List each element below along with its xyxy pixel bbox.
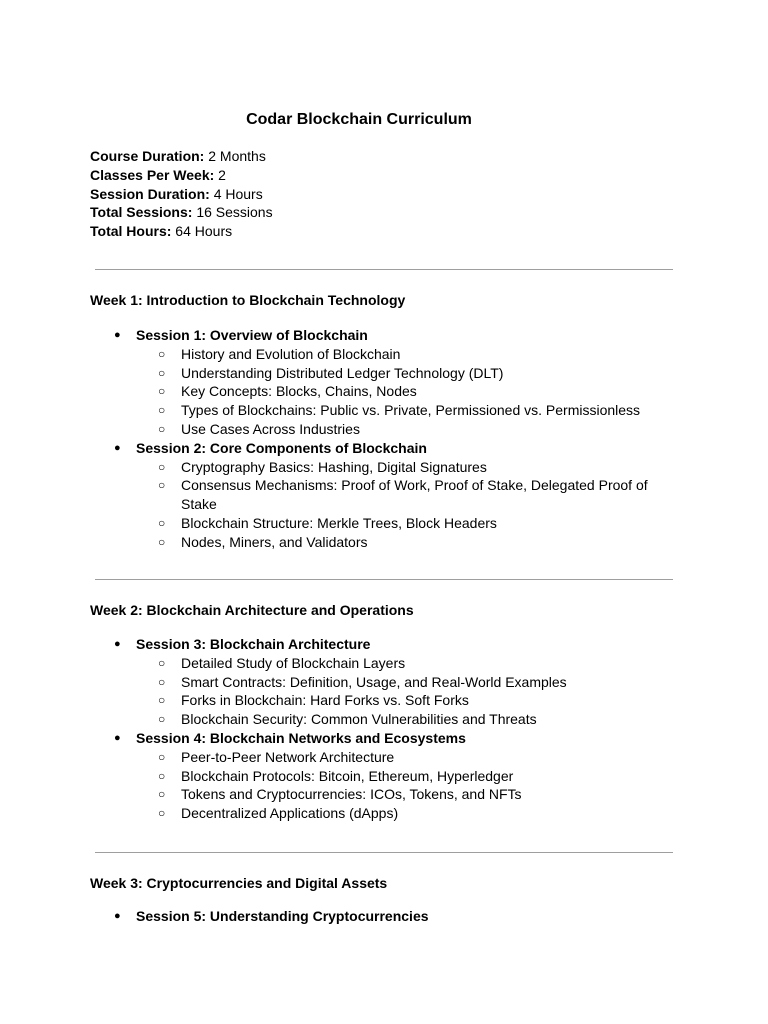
circle-bullet-icon: ○ [158,515,166,530]
circle-bullet-icon: ○ [158,459,166,474]
session-5-title [90,907,670,926]
list-item [90,654,670,673]
meta-label: Classes Per Week: [90,166,215,183]
circle-bullet-icon: ○ [158,403,166,418]
session-3-title [90,635,670,654]
topic-text: Forks in Blockchain: Hard Forks vs. Soft Forks [181,692,469,709]
circle-bullet-icon: ○ [158,384,166,399]
week-3-sessions [90,907,670,926]
circle-bullet-icon: ○ [158,693,166,708]
meta-row-hours [90,222,273,241]
bullet-icon: ● [114,441,121,454]
bullet-icon: ● [114,910,121,922]
meta-label: Session Duration: [90,185,210,202]
list-item [90,767,670,786]
topic-text: Blockchain Structure: Merkle Trees, Block Headers [181,514,497,531]
topic-text: Understanding Distributed Ledger Technology (DLT) [181,364,504,381]
topic-text: Cryptography Basics: Hashing, Digital Signatures [181,458,487,475]
session-2-title [90,439,670,458]
circle-bullet-icon: ○ [158,478,166,493]
meta-value: 2 Months [208,148,266,164]
list-item [90,710,670,729]
list-item [90,533,670,552]
week-2-sessions [90,635,670,823]
circle-bullet-icon: ○ [158,749,166,764]
circle-bullet-icon: ○ [158,365,166,380]
document-title [0,110,718,130]
list-item [90,785,670,804]
course-meta [90,147,273,241]
list-item [90,420,670,439]
circle-bullet-icon: ○ [158,346,166,361]
meta-label: Total Hours: [90,223,172,240]
week-1-sessions [90,326,670,552]
topic-text: Consensus Mechanisms: Proof of Work, Proof of Stake, Delegated Proof of Stake [181,477,648,513]
meta-value: 64 Hours [175,223,233,240]
list-item [90,748,670,767]
list-item [90,364,670,383]
session-title-text: Session 5: Understanding Cryptocurrencies [136,908,429,924]
divider-rule [95,579,673,580]
list-item [90,514,670,533]
circle-bullet-icon: ○ [158,787,166,802]
week-1-heading: Week 1: Introduction to Blockchain Technology [90,292,406,308]
topic-text: History and Evolution of Blockchain [181,345,401,362]
session-4-title [90,729,670,748]
session-title-text: Session 1: Overview of Blockchain [136,327,368,343]
divider-rule [95,269,673,270]
topic-text: Smart Contracts: Definition, Usage, and Real-World Examples [181,673,567,690]
topic-text: Tokens and Cryptocurrencies: ICOs, Tokens, and NFTs [181,786,522,803]
list-item [90,401,670,420]
meta-value: 2 [218,166,226,183]
bullet-icon: ● [114,329,121,341]
circle-bullet-icon: ○ [158,674,166,689]
session-title-text: Session 2: Core Components of Blockchain [136,439,427,456]
list-item [90,691,670,710]
meta-label: Total Sessions: [90,204,193,221]
meta-value: 16 Sessions [196,204,273,221]
document-title-text: Codar Blockchain Curriculum [246,111,472,128]
topic-text: Key Concepts: Blocks, Chains, Nodes [181,383,417,400]
topic-text: Decentralized Applications (dApps) [181,805,399,822]
bullet-icon: ● [114,731,121,744]
meta-row-sessions [90,203,273,222]
list-item [90,345,670,364]
list-item [90,804,670,823]
topic-text: Use Cases Across Industries [181,420,360,437]
topic-text: Blockchain Protocols: Bitcoin, Ethereum, Hyperledger [181,767,514,784]
meta-row-session-duration [90,185,273,204]
meta-row-classes [90,166,273,185]
list-item [90,476,670,514]
divider-rule [95,852,673,853]
topic-text: Types of Blockchains: Public vs. Private, Permissioned vs. Permissionless [181,402,641,419]
week-2-heading: Week 2: Blockchain Architecture and Operations [90,602,414,618]
circle-bullet-icon: ○ [158,421,166,436]
list-item [90,673,670,692]
circle-bullet-icon: ○ [158,655,166,670]
list-item [90,382,670,401]
session-title-text: Session 4: Blockchain Networks and Ecosystems [136,729,466,746]
topic-text: Nodes, Miners, and Validators [181,533,368,550]
circle-bullet-icon: ○ [158,712,166,727]
topic-text: Peer-to-Peer Network Architecture [181,748,395,765]
meta-value: 4 Hours [213,185,263,202]
circle-bullet-icon: ○ [158,768,166,783]
session-title-text: Session 3: Blockchain Architecture [136,636,371,652]
circle-bullet-icon: ○ [158,806,166,821]
session-1-title [90,326,670,345]
topic-text: Detailed Study of Blockchain Layers [181,654,406,671]
meta-label: Course Duration: [90,148,205,164]
meta-row-duration [90,147,273,166]
topic-text: Blockchain Security: Common Vulnerabilities and Threats [181,711,537,728]
bullet-icon: ● [114,638,121,650]
week-3-heading: Week 3: Cryptocurrencies and Digital Assets [90,875,388,891]
list-item [90,458,670,477]
circle-bullet-icon: ○ [158,534,166,549]
